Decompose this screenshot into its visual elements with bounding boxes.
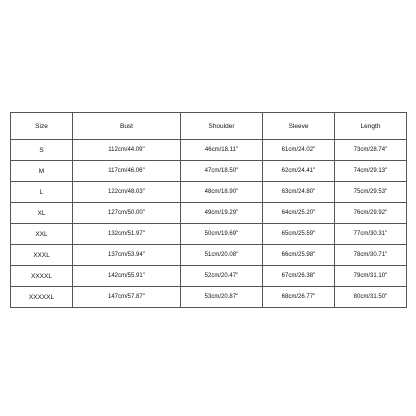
- header-size: Size: [11, 113, 73, 140]
- size-cell: XXL: [11, 224, 73, 245]
- bust-cell: 137cm/53.94'': [73, 245, 181, 266]
- length-cell: 80cm/31.50'': [335, 287, 407, 308]
- header-sleeve: Sleeve: [263, 113, 335, 140]
- length-cell: 79cm/31.10'': [335, 266, 407, 287]
- length-cell: 76cm/29.92'': [335, 203, 407, 224]
- table-row: [11, 182, 407, 203]
- header-row: [11, 113, 407, 140]
- shoulder-cell: 48cm/18.90'': [181, 182, 263, 203]
- sleeve-cell: 67cm/26.38'': [263, 266, 335, 287]
- sleeve-cell: 64cm/25.20'': [263, 203, 335, 224]
- header-shoulder: Shoulder: [181, 113, 263, 140]
- bust-cell: 132cm/51.97'': [73, 224, 181, 245]
- shoulder-cell: 46cm/18.11'': [181, 140, 263, 161]
- length-cell: 74cm/29.13'': [335, 161, 407, 182]
- bust-cell: 122cm/48.03'': [73, 182, 181, 203]
- table-row: [11, 224, 407, 245]
- size-chart-table: [10, 112, 407, 308]
- table-row: [11, 287, 407, 308]
- table-row: [11, 266, 407, 287]
- bust-cell: 127cm/50.00'': [73, 203, 181, 224]
- size-cell: L: [11, 182, 73, 203]
- shoulder-cell: 51cm/20.08'': [181, 245, 263, 266]
- size-cell: XXXXXL: [11, 287, 73, 308]
- length-cell: 77cm/30.31'': [335, 224, 407, 245]
- shoulder-cell: 50cm/19.69'': [181, 224, 263, 245]
- table-row: [11, 203, 407, 224]
- sleeve-cell: 63cm/24.80'': [263, 182, 335, 203]
- table-row: [11, 140, 407, 161]
- size-cell: XXXL: [11, 245, 73, 266]
- sleeve-cell: 68cm/26.77'': [263, 287, 335, 308]
- size-cell: M: [11, 161, 73, 182]
- shoulder-cell: 53cm/20.87'': [181, 287, 263, 308]
- length-cell: 73cm/28.74'': [335, 140, 407, 161]
- size-cell: XL: [11, 203, 73, 224]
- length-cell: 78cm/30.71'': [335, 245, 407, 266]
- length-cell: 75cm/29.53'': [335, 182, 407, 203]
- sleeve-cell: 66cm/25.98'': [263, 245, 335, 266]
- size-cell: XXXXL: [11, 266, 73, 287]
- table-row: [11, 245, 407, 266]
- bust-cell: 112cm/44.09'': [73, 140, 181, 161]
- bust-cell: 117cm/46.06'': [73, 161, 181, 182]
- size-cell: S: [11, 140, 73, 161]
- table-row: [11, 161, 407, 182]
- bust-cell: 142cm/55.91'': [73, 266, 181, 287]
- header-bust: Bust: [73, 113, 181, 140]
- bust-cell: 147cm/57.87'': [73, 287, 181, 308]
- sleeve-cell: 65cm/25.59'': [263, 224, 335, 245]
- shoulder-cell: 47cm/18.50'': [181, 161, 263, 182]
- sleeve-cell: 61cm/24.02'': [263, 140, 335, 161]
- shoulder-cell: 49cm/19.29'': [181, 203, 263, 224]
- sleeve-cell: 62cm/24.41'': [263, 161, 335, 182]
- header-length: Length: [335, 113, 407, 140]
- shoulder-cell: 52cm/20.47'': [181, 266, 263, 287]
